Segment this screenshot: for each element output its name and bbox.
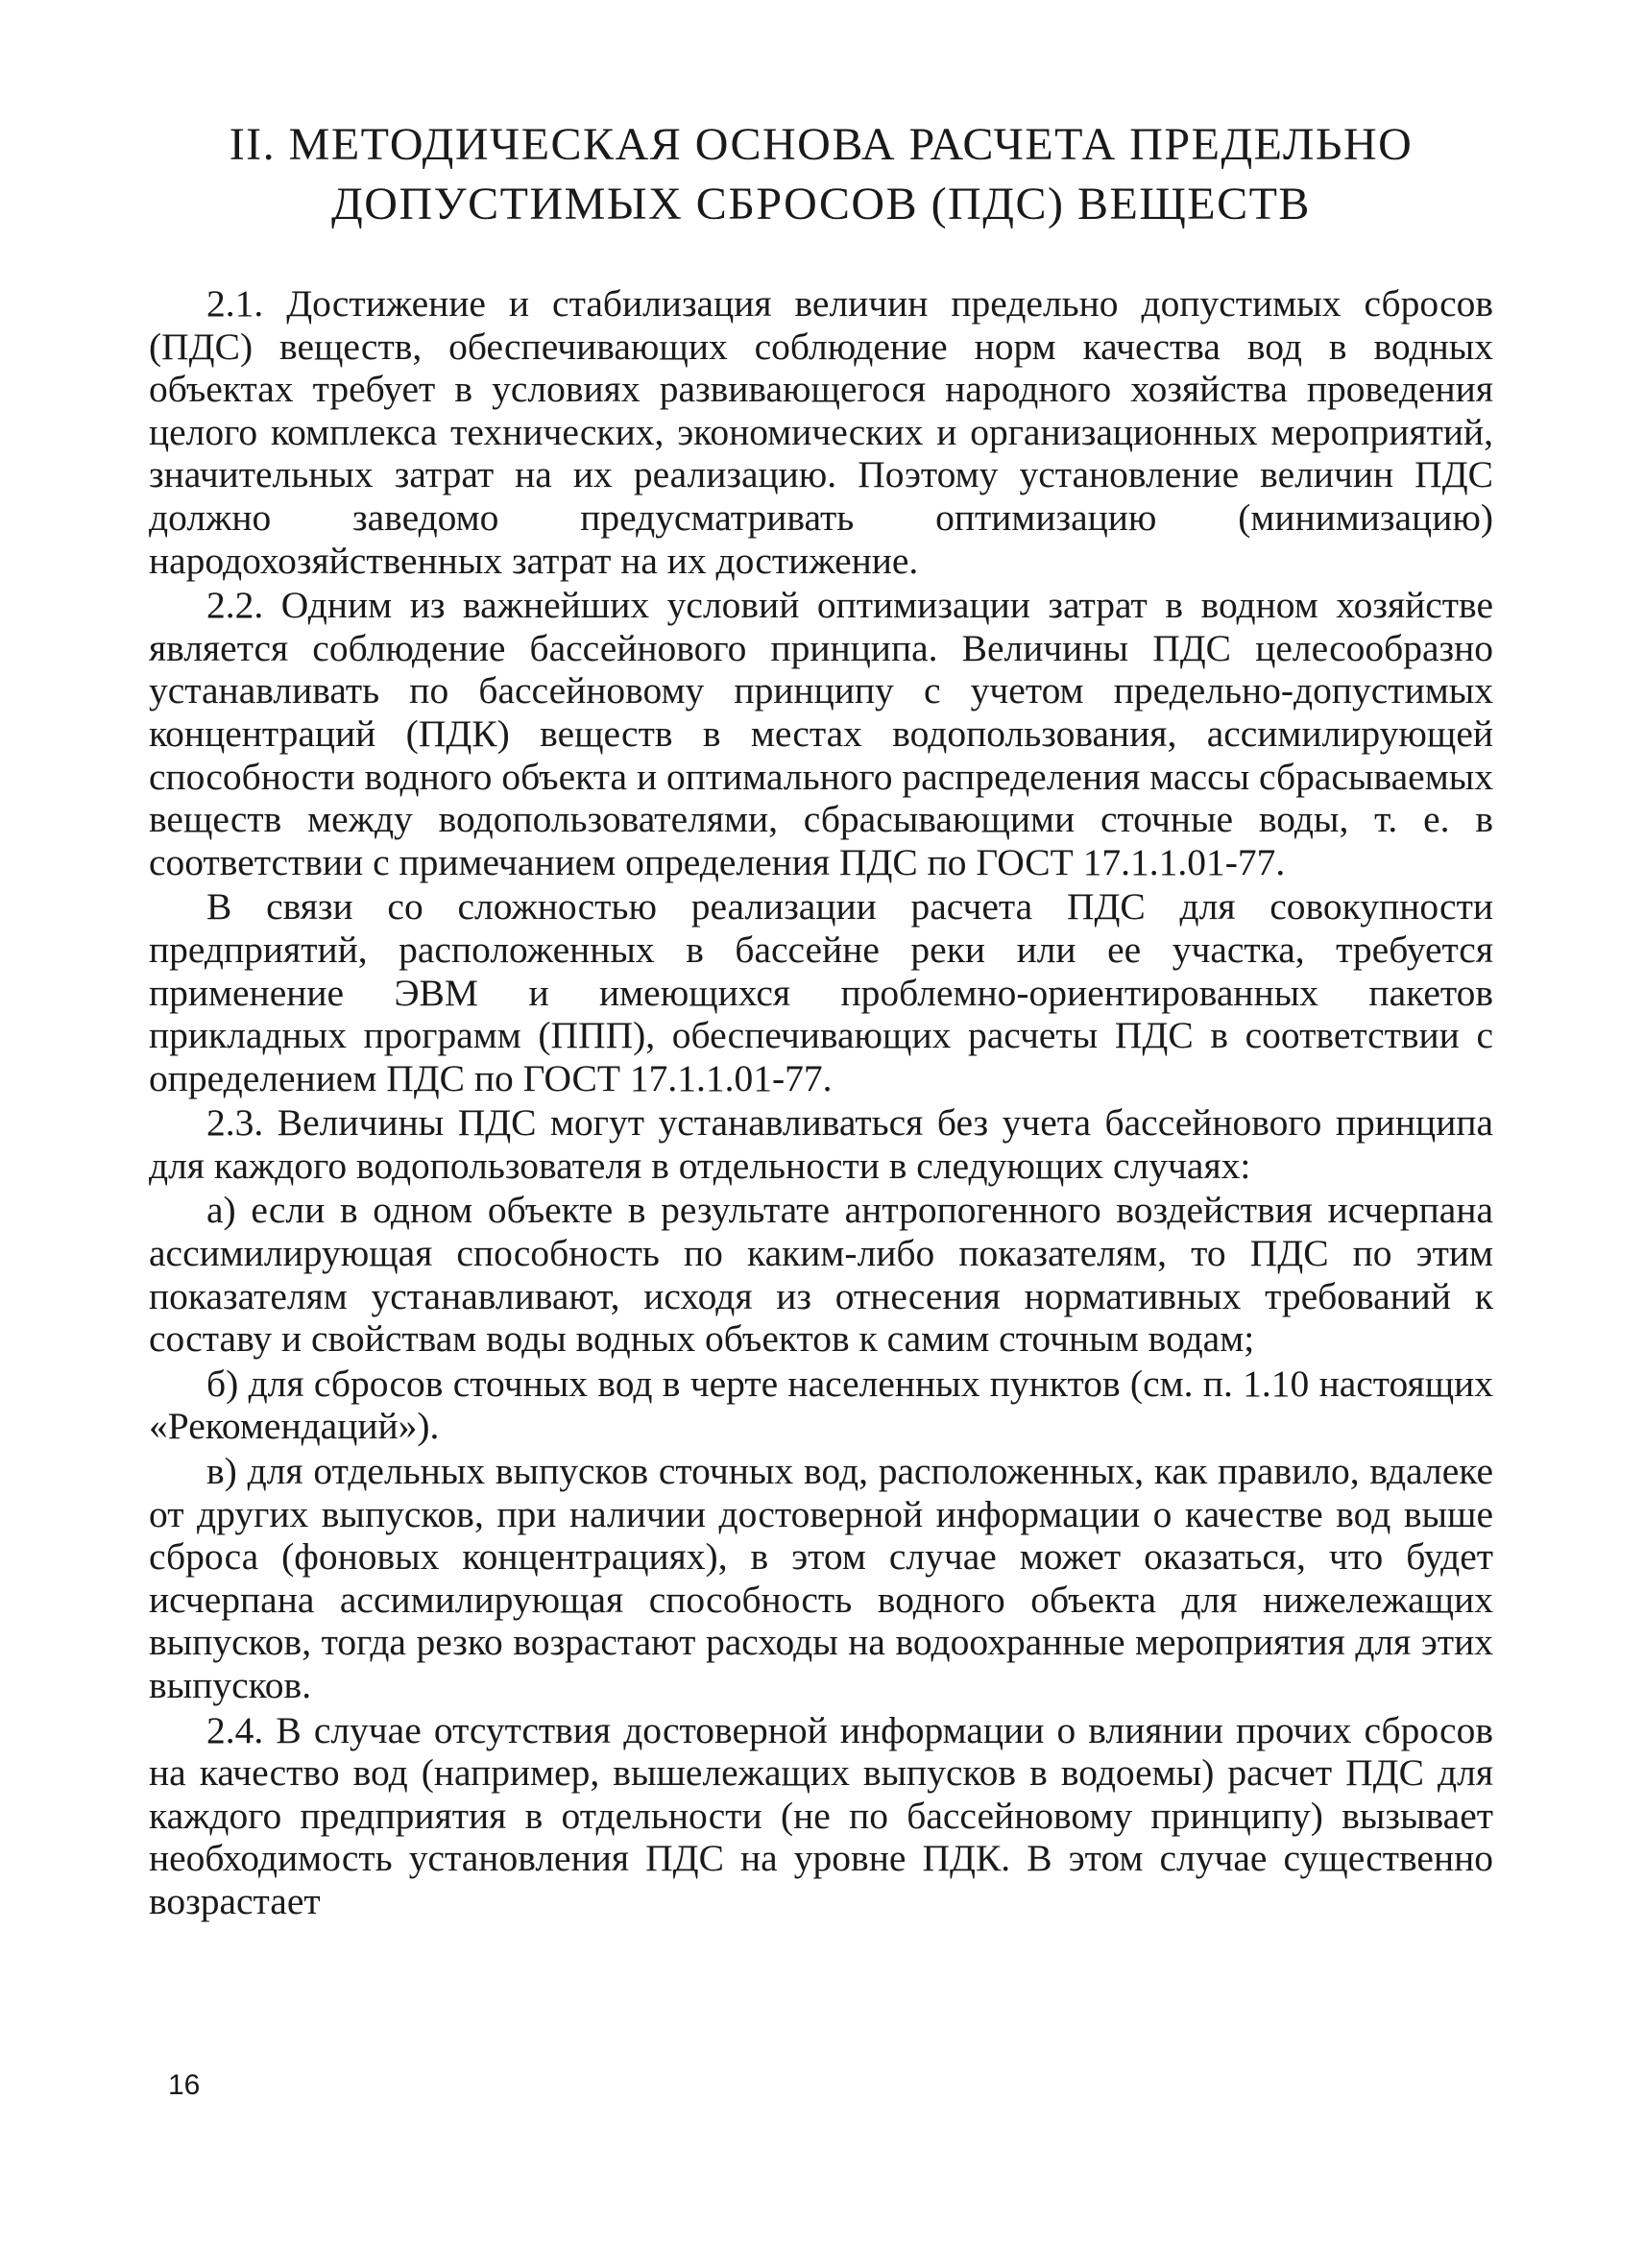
paragraph-computing: В связи со сложностью реализации расчета ПДС для совокупности предприятий, расположенных в бассейне реки или ее участка, требуется применение ЭВМ и имеющихся проблемно-ориентированных пакетов прикладных программ (ППП), обеспечивающих расчеты ПДС в соответствии с определением ПДС по ГОСТ 17.1.1.01-77. — [149, 885, 1493, 1099]
list-item-a: а) если в одном объекте в результате антропогенного воздействия исчерпана ассимилирующая способность по каким-либо показателям, то ПДС по этим показателям устанавливают, исходя из отнесения нормативных требований к составу и свойствам воды водных объектов к самим сточным водам; — [149, 1189, 1493, 1361]
list-item-b: б) для сбросов сточных вод в черте населенных пунктов (см. п. 1.10 настоящих «Рекомендаций»). — [149, 1362, 1493, 1448]
section-title-line-1: II. МЕТОДИЧЕСКАЯ ОСНОВА РАСЧЕТА ПРЕДЕЛЬНО — [229, 119, 1414, 170]
body-text — [149, 282, 1493, 1923]
paragraph-2-1: 2.1. Достижение и стабилизация величин предельно допустимых сбросов (ПДС) веществ, обеспечивающих соблюдение норм качества вод в водных объектах требует в условиях развивающегося народного хозяйства проведения целого комплекса технических, экономических и организационных мероприятий, значительных затрат на их реализацию. Поэтому установление величин ПДС должно заведомо предусматривать оптимизацию (минимизацию) народохозяйственных затрат на их достижение. — [149, 282, 1493, 582]
list-item-v: в) для отдельных выпусков сточных вод, расположенных, как правило, вдалеке от других выпусков, при наличии достоверной информации о качестве вод выше сброса (фоновых концентрациях), в этом случае может оказаться, что будет исчерпана ассимилирующая способность водного объекта для нижележащих выпусков, тогда резко возрастают расходы на водоохранные мероприятия для этих выпусков. — [149, 1450, 1493, 1706]
document-page — [149, 115, 1493, 1925]
paragraph-2-2: 2.2. Одним из важнейших условий оптимизации затрат в водном хозяйстве является соблюдение бассейнового принципа. Величины ПДС целесообразно устанавливать по бассейновому принципу с учетом предельно-допустимых концентраций (ПДК) веществ в местах водопользования, ассимилирующей способности водного объекта и оптимального распределения массы сбрасываемых веществ между водопользователями, сбрасывающими сточные воды, т. е. в соответствии с примечанием определения ПДС по ГОСТ 17.1.1.01-77. — [149, 584, 1493, 883]
paragraph-2-3: 2.3. Величины ПДС могут устанавливаться без учета бассейнового принципа для каждого водопользователя в отдельности в следующих случаях: — [149, 1101, 1493, 1187]
section-title-line-2: ДОПУСТИМЫХ СБРОСОВ (ПДС) ВЕЩЕСТВ — [331, 179, 1311, 229]
paragraph-2-4: 2.4. В случае отсутствия достоверной информации о влиянии прочих сбросов на качество вод (например, вышележащих выпусков в водоемы) расчет ПДС для каждого предприятия в отдельности (не по бассейновому принципу) вызывает необходимость установления ПДС на уровне ПДК. В этом случае существенно возрастает — [149, 1708, 1493, 1922]
section-title — [149, 115, 1493, 234]
page-number: 16 — [168, 2069, 201, 2101]
